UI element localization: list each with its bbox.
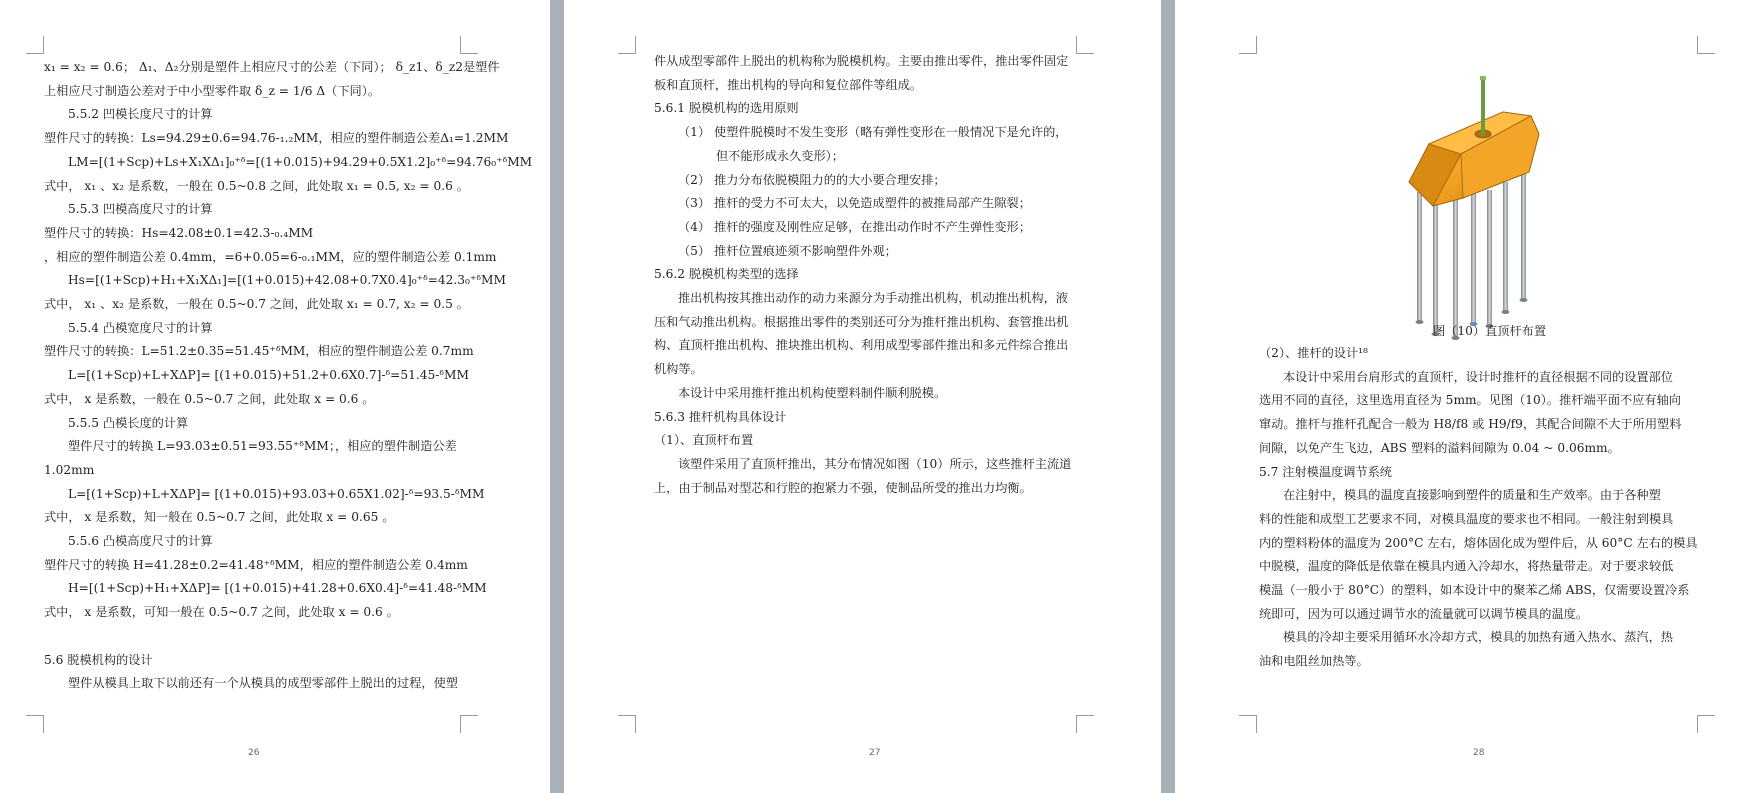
page-gutter-right	[1161, 0, 1175, 793]
text-line: 塑件尺寸的转换：Ls=94.29±0.6=94.76-₁.₂MM，相应的塑件制造公差Δ₁=1.2MM	[44, 131, 509, 146]
page-26	[0, 0, 550, 793]
crop-mark	[26, 715, 44, 733]
text-line: 内的塑料粉体的温度为 200°C 左右，熔体固化成为塑件后，从 60°C 左右的模具	[1259, 535, 1698, 550]
text-line: 模温（一般小于 80°C）的塑料，如本设计中的聚苯乙烯 ABS，仅需要设置冷系	[1259, 583, 1690, 598]
crop-mark	[1239, 36, 1257, 54]
section-heading: 5.6 脱模机构的设计	[44, 652, 153, 667]
text-line: 式中， x 是系数，可知一般在 0.5~0.7 之间，此处取 x = 0.6 。	[44, 605, 399, 620]
crop-mark	[1076, 715, 1094, 733]
formula-line: L=[(1+Scp)+L+XΔP]= [(1+0.015)+93.03+0.65X1.02]-ᵟ=93.5-ᵟMM	[68, 486, 485, 501]
formula-line: L=[(1+Scp)+L+XΔP]= [(1+0.015)+51.2+0.6X0.7]-ᵟ=51.45-ᵟMM	[68, 368, 469, 383]
text-line: 选用不同的直径，这里选用直径为 5mm。见图（10）。推杆端平面不应有轴向	[1259, 393, 1681, 408]
page-gutter-left	[550, 0, 564, 793]
text-line: 件从成型零部件上脱出的机构称为脱模机构。主要由推出零件，推出零件固定	[654, 54, 1069, 68]
crop-mark	[618, 715, 636, 733]
text-line: 1.02mm	[44, 462, 95, 477]
text-line: 统即可，因为可以通过调节水的流量就可以调节模具的温度。	[1259, 606, 1589, 621]
crop-mark	[1697, 715, 1715, 733]
crop-mark	[26, 36, 44, 54]
crop-mark	[1697, 36, 1715, 54]
crop-mark	[618, 36, 636, 54]
text-line: 本设计中采用推杆推出机构使塑料制件顺利脱模。	[678, 385, 947, 400]
figure-caption: 图（10）直顶杆布置	[1433, 324, 1547, 338]
text-line: 在注射中，模具的温度直接影响到塑件的质量和生产效率。由于各种塑	[1283, 488, 1661, 503]
ejector-pin-figure	[1403, 72, 1553, 352]
text-line: 本设计中采用台肩形式的直顶杆，设计时推杆的直径根据不同的设置部位	[1283, 369, 1673, 384]
text-line: 机构等。	[654, 362, 703, 377]
section-heading: 5.5.5 凸模长度的计算	[68, 415, 189, 430]
text-line: 塑件尺寸的转换：L=51.2±0.35=51.45⁺ᵟMM，相应的塑件制造公差 0.7mm	[44, 344, 474, 359]
text-line: x₁ = x₂ = 0.6； Δ₁、Δ₂分别是塑件上相应尺寸的公差（下同）； δ_z1、δ_z2是塑件	[44, 60, 500, 74]
text-line: 窜动。推杆与推杆孔配合一般为 H8/f8 或 H9/f9，其配合间隙不大于所用塑料	[1259, 417, 1682, 432]
text-line: 模具的冷却主要采用循环水冷却方式，模具的加热有通入热水、蒸汽，热	[1283, 630, 1673, 645]
page-26-text	[44, 56, 533, 696]
text-line: 式中， x 是系数，知一般在 0.5~0.7 之间，此处取 x = 0.65 。	[44, 510, 395, 525]
text-line: 压和气动推出机构。根据推出零件的类别还可分为推杆推出机构、套管推出机	[654, 314, 1069, 329]
list-item: （5） 推杆位置痕迹须不影响塑件外观；	[678, 243, 897, 258]
text-line: 该塑件采用了直顶杆推出，其分布情况如图（10）所示，这些推杆主流道	[678, 456, 1072, 471]
text-line: 料的性能和成型工艺要求不同，对模具温度的要求也不相同。一般注射到模具	[1259, 511, 1674, 526]
text-line: 式中， x₁ 、x₂ 是系数，一般在 0.5~0.8 之间，此处取 x₁ = 0.5, x₂ = 0.6 。	[44, 178, 469, 193]
text-line: 塑件尺寸的转换：Hs=42.08±0.1=42.3-₀.₄MM	[44, 225, 314, 240]
text-line: 上相应尺寸制造公差对于中小型零件取 δ_z = 1/6 Δ（下同）。	[44, 83, 381, 98]
crop-mark	[1239, 715, 1257, 733]
text-line: 塑件尺寸的转换 H=41.28±0.2=41.48⁺ᵟMM，相应的塑件制造公差 0.4mm	[44, 557, 468, 572]
section-heading: 5.6.1 脱模机构的选用原则	[654, 101, 799, 116]
list-item-continuation: 但不能形成永久变形）；	[716, 148, 844, 163]
list-item: （1） 使塑件脱模时不发生变形（略有弹性变形在一般情况下是允许的，	[678, 125, 1068, 140]
page-28-text	[1259, 342, 1699, 674]
section-heading: 5.7 注射模温度调节系统	[1259, 464, 1392, 479]
page-27-text	[654, 50, 1084, 500]
page-27	[564, 0, 1161, 793]
formula-line: Hs=[(1+Scp)+H₁+X₁XΔ₁]=[(1+0.015)+42.08+0.7X0.4]₀⁺ᵟ=42.3₀⁺ᵟMM	[68, 273, 506, 288]
text-line: 构、直顶杆推出机构、推块推出机构、利用成型零部件推出和多元件综合推出	[654, 338, 1069, 353]
formula-line: H=[(1+Scp)+H₁+XΔP]= [(1+0.015)+41.28+0.6X0.4]-ᵟ=41.48-ᵟMM	[68, 581, 487, 596]
section-heading: 5.6.3 推杆机构具体设计	[654, 409, 787, 424]
text-line: 中脱模，温度的降低是依靠在模具内通入冷却水，将热量带走。对于要求较低	[1259, 559, 1674, 574]
crop-mark	[460, 36, 478, 54]
blank-line	[44, 625, 464, 649]
text-line: 塑件尺寸的转换 L=93.03±0.51=93.55⁺ᵟMM；，相应的塑件制造公差	[68, 439, 457, 454]
text-line: 板和直顶杆，推出机构的导向和复位部件等组成。	[654, 77, 923, 92]
text-line: 式中， x₁ 、x₂ 是系数，一般在 0.5~0.7 之间，此处取 x₁ = 0.7, x₂ = 0.5 。	[44, 297, 469, 312]
sub-heading: （1）、直顶杆布置	[654, 433, 754, 448]
list-item: （2） 推力分布依脱模阻力的的大小要合理安排；	[678, 172, 946, 187]
section-heading: 5.5.4 凸模宽度尺寸的计算	[68, 320, 213, 335]
text-line: 塑件从模具上取下以前还有一个从模具的成型零部件上脱出的过程，使塑	[68, 676, 458, 691]
text-line: 推出机构按其推出动作的动力来源分为手动推出机构，机动推出机构，液	[678, 291, 1068, 306]
text-line: 上，由于制品对型芯和行腔的抱紧力不强，使制品所受的推出力均衡。	[654, 480, 1032, 495]
list-item: （3） 推杆的受力不可太大，以免造成塑件的被推局部产生隙裂；	[678, 196, 1031, 211]
text-line: 式中， x 是系数，一般在 0.5~0.7 之间，此处取 x = 0.6 。	[44, 391, 375, 406]
section-heading: 5.5.3 凹模高度尺寸的计算	[68, 202, 213, 217]
text-line: ，相应的塑件制造公差 0.4mm，=6+0.05=6-₀.₁MM，应的塑件制造公差 0.1mm	[44, 249, 497, 264]
page-number: 28	[1473, 748, 1485, 758]
page-number: 26	[248, 748, 260, 758]
text-line: 间隙，以免产生飞边，ABS 塑料的溢料间隙为 0.04 ~ 0.06mm。	[1259, 440, 1620, 455]
list-item: （4） 推杆的强度及刚性应足够，在推出动作时不产生弹性变形；	[678, 219, 1031, 234]
section-heading: 5.5.6 凸模高度尺寸的计算	[68, 534, 213, 549]
section-heading: 5.5.2 凹模长度尺寸的计算	[68, 107, 213, 122]
sub-heading: （2）、推杆的设计¹⁸	[1259, 346, 1368, 360]
page-number: 27	[869, 748, 881, 758]
crop-mark	[460, 715, 478, 733]
formula-line: LM=[(1+Scp)+Ls+X₁XΔ₁]₀⁺ᵟ=[(1+0.015)+94.29+0.5X1.2]₀⁺ᵟ=94.76₀⁺ᵟMM	[68, 154, 533, 169]
page-28	[1175, 0, 1761, 793]
section-heading: 5.6.2 脱模机构类型的选择	[654, 267, 799, 282]
text-line: 油和电阻丝加热等。	[1259, 654, 1369, 669]
